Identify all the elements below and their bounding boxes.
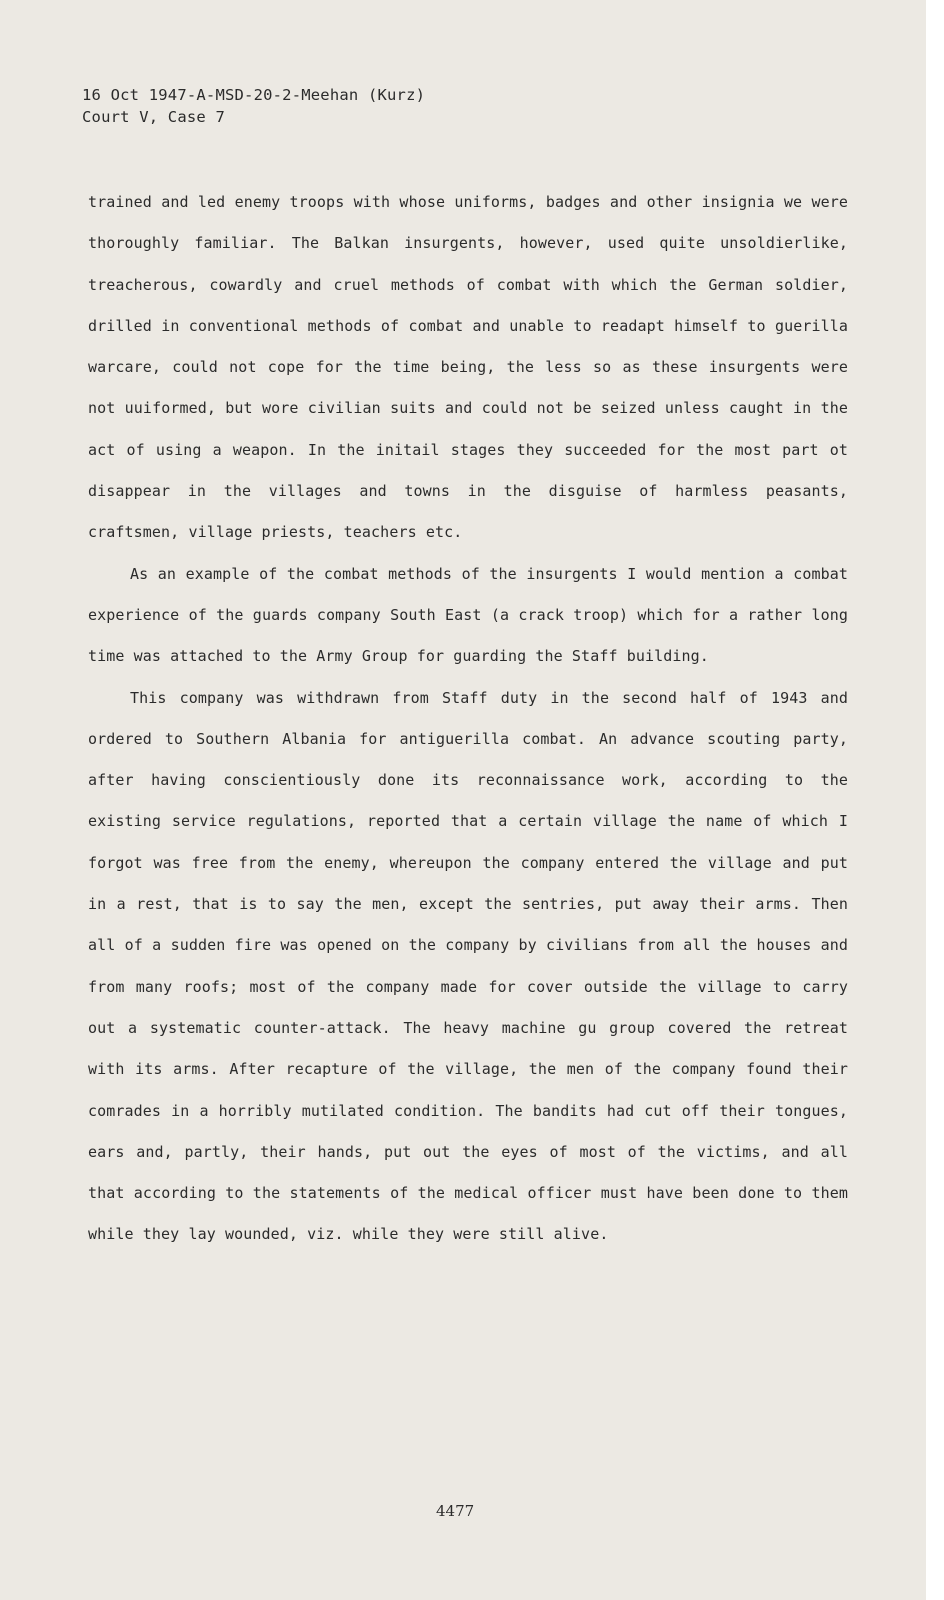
document-body — [88, 182, 848, 1256]
paragraph-company-account: This company was withdrawn from Staff duty in the second half of 1943 and ordered to Southern Albania for antiguerilla combat. An advance scouting party, after having conscientiously done its reconnaissance work, according to the existing service regulations, reported that a certain village the name of which I forgot was free from the enemy, whereupon the company entered the village and put in a rest, that is to say the men, except the sentries, put away their arms. Then all of a sudden fire was opened on the company by civilians from all the houses and from many roofs; most of the company made for cover outside the village to carry out a systematic counter-attack. The heavy machine gu group covered the retreat with its arms. After recapture of the village, the men of the company found their comrades in a horribly mutilated condition. The bandits had cut off their tongues, ears and, partly, their hands, put out the eyes of most of the victims, and all that according to the statements of the medical officer must have been done to them while they lay wounded, viz. while they were still alive. — [88, 688, 848, 1244]
page-number: 4477 — [436, 1502, 475, 1520]
paragraph-example-intro: As an example of the combat methods of the insurgents I would mention a combat experience of the guards company South East (a crack troop) which for a rather long time was attached to the Army Group for guarding the Staff building. — [88, 564, 848, 666]
scan-edge — [926, 0, 944, 1600]
header-reference-line: 16 Oct 1947-A-MSD-20-2-Meehan (Kurz) — [82, 86, 426, 104]
header-court-line: Court V, Case 7 — [82, 108, 225, 126]
document-header — [82, 84, 425, 128]
paragraph-continuation: trained and led enemy troops with whose uniforms, badges and other insignia we were thoroughly familiar. The Balkan insurgents, however, used quite unsoldierlike, treacherous, cowardly and cruel methods of combat with which the German soldier, drilled in conventional methods of combat and unable to readapt himself to guerilla warcare, could not cope for the time being, the less so as these insurgents were not uuiformed, but wore civilian suits and could not be seized unless caught in the act of using a weapon. In the initail stages they succeeded for the most part ot disappear in the villages and towns in the disguise of harmless peasants, craftsmen, village priests, teachers etc. — [88, 193, 848, 542]
